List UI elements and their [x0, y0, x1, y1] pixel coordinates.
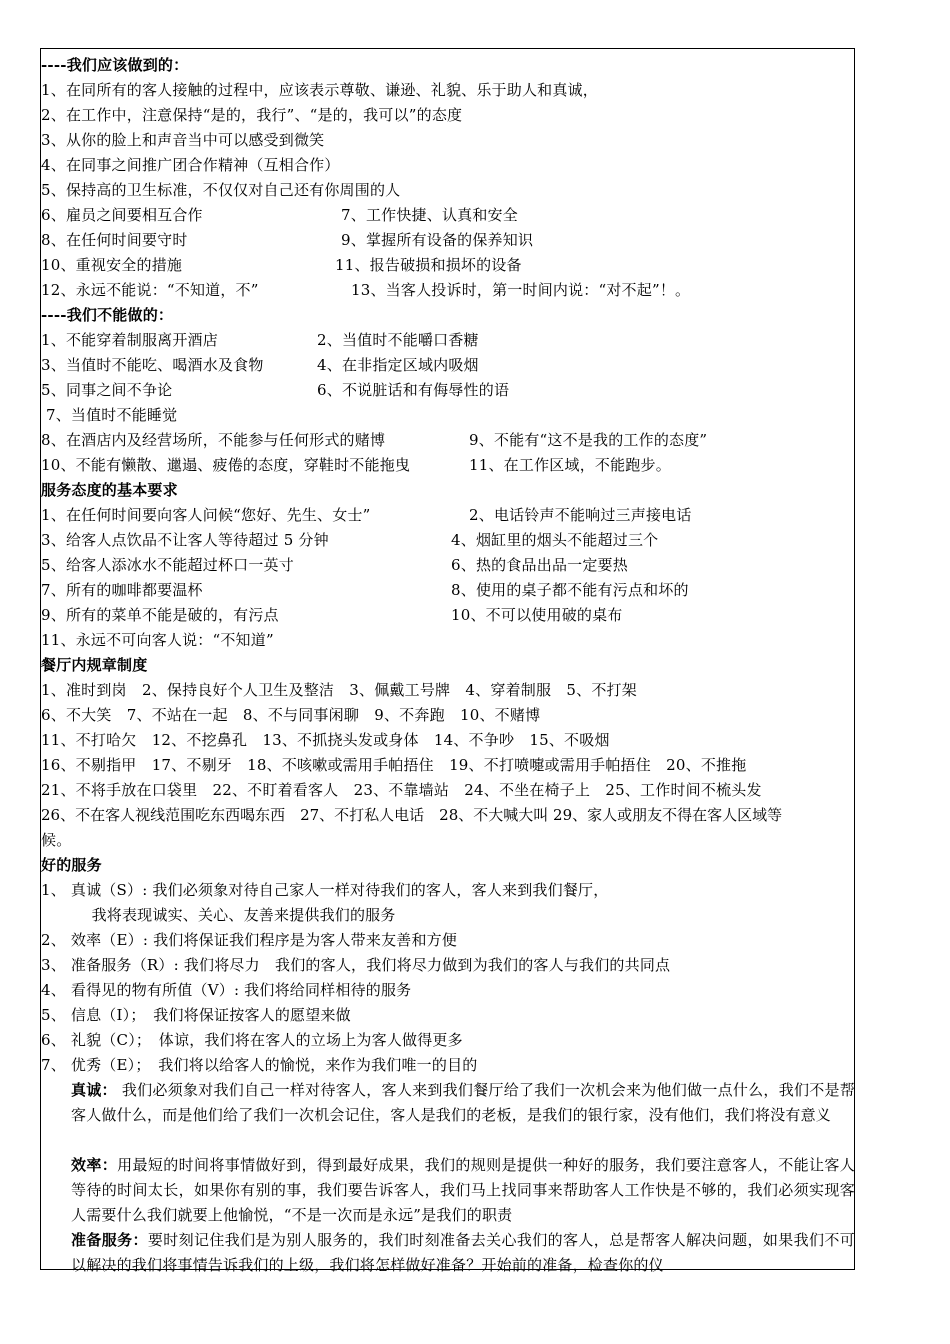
list-item: 候。 — [41, 831, 72, 849]
list-row — [41, 578, 856, 603]
list-item: 11、不打哈欠 12、不挖鼻孔 13、不抓挠头发或身体 14、不争吵 15、不吸烟 — [41, 731, 610, 749]
list-item: 我将表现诚实、关心、友善来提供我们的服务 — [41, 906, 396, 924]
list-row — [41, 453, 856, 478]
list-row — [41, 528, 856, 553]
list-item: 5、给客人添冰水不能超过杯口一英寸 — [41, 556, 294, 574]
list-row — [41, 603, 856, 628]
list-item: 7、所有的咖啡都要温杯 — [41, 581, 203, 599]
list-item: 8、使用的桌子都不能有污点和坏的 — [451, 581, 689, 599]
document-page — [40, 48, 901, 1274]
list-item: 13、当客人投诉时，第一时间内说：“对不起”！。 — [351, 281, 691, 299]
paragraph-text: 用最短的时间将事情做好到，得到最好成果，我们的规则是提供一种好的服务，我们要注意客人，不能让客人等待的时间太长，如果你有别的事，我们要告诉客人，我们马上找同事来帮助客人工作快是不够的，我们必须实现客人需要什么我们就要上他愉悦，“不是一次而是永远”是我们的职责 — [71, 1156, 855, 1224]
list-item: 5、 信息（I）； 我们将保证按客人的愿望来做 — [41, 1006, 351, 1024]
list-item: 10、不能有懒散、邋遢、疲倦的态度，穿鞋时不能拖曳 — [41, 456, 411, 474]
list-item: 1、 真诚（S）: 我们必须象对待自己家人一样对待我们的客人，客人来到我们餐厅， — [41, 881, 609, 899]
list-item: 7、 优秀（E）； 我们将以给客人的愉悦，来作为我们唯一的目的 — [41, 1056, 478, 1074]
section-heading-rules: 餐厅内规章制度 — [41, 656, 148, 674]
list-row — [41, 253, 856, 278]
list-item: 5、保持高的卫生标准，不仅仅对自己还有你周围的人 — [41, 181, 401, 199]
list-item: 9、不能有“这不是我的工作的态度” — [469, 431, 708, 449]
paragraph-text: 我们必须象对我们自己一样对待客人，客人来到我们餐厅给了我们一次机会来为他们做一点什么，我们不是帮客人做什么，而是他们给了我们一次机会记住，客人是我们的老板，是我们的银行家，没有他们，我们将没有意义 — [71, 1081, 855, 1124]
list-item: 8、在酒店内及经营场所，不能参与任何形式的赌博 — [41, 431, 386, 449]
list-item: 11、永远不可向客人说：“不知道” — [41, 631, 274, 649]
list-item: 3、当值时不能吃、喝酒水及食物 — [41, 356, 264, 374]
list-item: 2、当值时不能嚼口香糖 — [317, 331, 479, 349]
list-item: 3、给客人点饮品不让客人等待超过 5 分钟 — [41, 531, 329, 549]
list-item: 16、不剔指甲 17、不剔牙 18、不咳嗽或需用手帕捂住 19、不打喷嚏或需用手帕捂住 20、不推拖 — [41, 756, 747, 774]
paragraph-sincerity — [71, 1078, 855, 1128]
list-row — [41, 428, 856, 453]
list-item: 26、不在客人视线范围吃东西喝东西 27、不打私人电话 28、不大喊大叫 29、家人或朋友不得在客人区域等 — [41, 806, 783, 824]
list-item: 4、在非指定区域内吸烟 — [317, 356, 479, 374]
list-row — [41, 353, 856, 378]
section-heading-attitude: 服务态度的基本要求 — [41, 481, 178, 499]
list-item: 3、从你的脸上和声音当中可以感受到微笑 — [41, 131, 325, 149]
list-item: 4、烟缸里的烟头不能超过三个 — [451, 531, 659, 549]
list-row — [41, 553, 856, 578]
list-item: 1、在任何时间要向客人问候“您好、先生、女士” — [41, 506, 371, 524]
paragraph-label: 效率： — [71, 1156, 118, 1174]
list-item: 6、不说脏话和有侮辱性的语 — [317, 381, 510, 399]
paragraph-efficiency — [71, 1153, 855, 1228]
list-item: 3、 准备服务（R）: 我们将尽力 我们的客人，我们将尽力做到为我们的客人与我们的共同点 — [41, 956, 671, 974]
list-item: 2、电话铃声不能响过三声接电话 — [469, 506, 692, 524]
list-item: 4、在同事之间推广团合作精神（互相合作） — [41, 156, 340, 174]
list-item: 11、报告破损和损坏的设备 — [335, 256, 522, 274]
list-item: 2、在工作中，注意保持“是的，我行”、“是的，我可以”的态度 — [41, 106, 463, 124]
list-item: 7、当值时不能睡觉 — [41, 406, 178, 424]
list-item: 9、掌握所有设备的保养知识 — [341, 231, 534, 249]
list-item: 1、不能穿着制服离开酒店 — [41, 331, 218, 349]
list-item: 21、不将手放在口袋里 22、不盯着看客人 23、不靠墙站 24、不坐在椅子上 25、工作时间不梳头发 — [41, 781, 762, 799]
list-item: 6、不大笑 7、不站在一起 8、不与同事闲聊 9、不奔跑 10、不赌博 — [41, 706, 541, 724]
section-heading-service: 好的服务 — [41, 856, 102, 874]
list-row — [41, 503, 856, 528]
list-item: 8、在任何时间要守时 — [41, 231, 188, 249]
paragraph-readiness — [71, 1228, 901, 1278]
list-row — [41, 278, 856, 303]
list-item: 5、同事之间不争论 — [41, 381, 173, 399]
list-row — [41, 328, 856, 353]
list-item: 4、 看得见的物有所值（V）: 我们将给同样相待的服务 — [41, 981, 412, 999]
list-item: 6、 礼貌（C）； 体谅，我们将在客人的立场上为客人做得更多 — [41, 1031, 463, 1049]
list-item: 10、重视安全的措施 — [41, 256, 183, 274]
section-heading-should: ----我们应该做到的： — [41, 56, 189, 74]
list-item: 7、工作快捷、认真和安全 — [341, 206, 518, 224]
list-item: 1、在同所有的客人接触的过程中，应该表示尊敬、谦逊、礼貌、乐于助人和真诚， — [41, 81, 598, 99]
list-item: 11、在工作区域，不能跑步。 — [469, 456, 671, 474]
list-item: 2、 效率（E）: 我们将保证我们程序是为客人带来友善和方便 — [41, 931, 458, 949]
list-row — [41, 228, 856, 253]
list-item: 6、热的食品出品一定要热 — [451, 556, 628, 574]
list-item: 6、雇员之间要相互合作 — [41, 206, 203, 224]
list-item: 10、不可以使用破的桌布 — [451, 606, 623, 624]
paragraph-label: 真诚： — [71, 1081, 117, 1099]
list-row — [41, 378, 856, 403]
list-item: 1、准时到岗 2、保持良好个人卫生及整洁 3、佩戴工号牌 4、穿着制服 5、不打架 — [41, 681, 637, 699]
list-item: 12、永远不能说：“不知道，不” — [41, 281, 259, 299]
section-heading-should-not: ----我们不能做的： — [41, 306, 174, 324]
list-row — [41, 203, 856, 228]
paragraph-label: 准备服务： — [71, 1231, 148, 1249]
list-item: 9、所有的菜单不能是破的，有污点 — [41, 606, 279, 624]
paragraph-text: 要时刻记住我们是为别人服务的，我们时刻准备去关心我们的客人，总是帮客人解决问题，如果我们不可 以解决的我们将事情告诉我们的上级，我们将怎样做好准备？开始前的准备，检查你的仪 — [71, 1231, 901, 1274]
